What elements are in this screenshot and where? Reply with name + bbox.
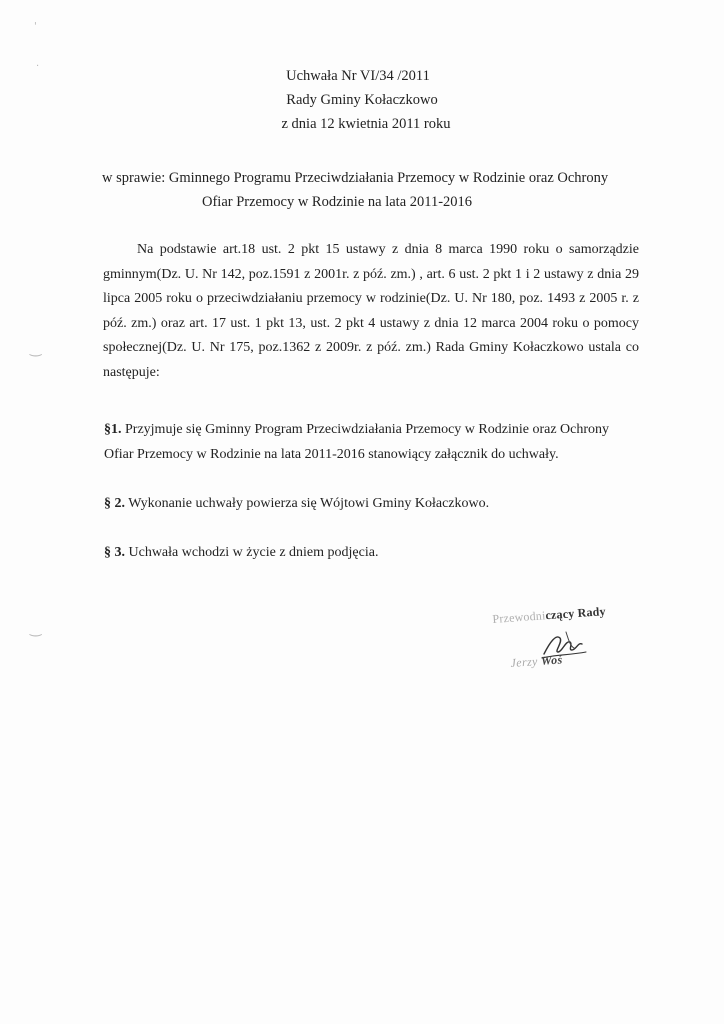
punch-hole-mark: ‿ <box>30 621 42 637</box>
section-text: Uchwała wchodzi w życie z dniem podjęcia. <box>125 545 379 560</box>
subject-line-2: Ofiar Przemocy w Rodzinie na lata 2011-2016 <box>202 194 473 210</box>
scan-artifact-mark: ' <box>34 21 37 32</box>
signatory-last-name: Woś <box>537 652 564 669</box>
resolution-header <box>0 61 724 136</box>
signatory-title <box>492 604 606 627</box>
legal-basis-paragraph: Na podstawie art.18 ust. 2 pkt 15 ustawy z dnia 8 marca 1990 roku o samorządzie gminnym(Dz. U. Nr 142, poz.1591 z 2001r. z póź. zm.) , art. 6 ust. 2 pkt 1 i 2 ustawy z dnia 29 lipca 2005 roku o przeciwdziałaniu przemocy w rodzinie(Dz. U. Nr 180, poz. 1493 z 2005 r. z póź. zm.) oraz art. 17 ust. 1 pkt 13, ust. 2 pkt 4 ustawy z dnia 12 marca 2004 roku o pomocy społecznej(Dz. U. Nr 175, poz.1362 z 2009r. z póź. zm.) Rada Gminy Kołaczkowo ustala co następuje: <box>103 242 639 380</box>
signatory-title-stamp: czący Rady <box>544 604 607 623</box>
resolution-subject <box>102 166 642 214</box>
punch-hole-mark: ‿ <box>30 341 42 357</box>
subject-line-1: w sprawie: Gminnego Programu Przeciwdziałania Przemocy w Rodzinie oraz Ochrony <box>102 170 609 186</box>
section-text: Wykonanie uchwały powierza się Wójtowi Gminy Kołaczkowo. <box>125 496 490 511</box>
section-number: § 2. <box>104 496 125 511</box>
council-name: Rady Gminy Kołaczkowo <box>286 92 438 108</box>
signatory-title-faint: Przewodni <box>492 608 546 626</box>
resolution-number: Uchwała Nr VI/34 /2011 <box>286 68 430 84</box>
section-3 <box>104 541 664 566</box>
section-text: Przyjmuje się Gminny Program Przeciwdziałania Przemocy w Rodzinie oraz Ochrony <box>121 422 610 437</box>
section-number: §1. <box>104 422 122 437</box>
section-1 <box>104 418 664 467</box>
signatory-first-name: Jerzy <box>510 654 539 670</box>
section-text-continued: Ofiar Przemocy w Rodzinie na lata 2011-2016 stanowiący załącznik do uchwały. <box>104 446 559 462</box>
signatory-name <box>510 652 563 671</box>
signature-block <box>492 604 632 672</box>
section-number: § 3. <box>104 545 125 560</box>
resolution-date: z dnia 12 kwietnia 2011 roku <box>281 116 451 132</box>
section-2 <box>104 492 664 517</box>
scan-artifact-mark: · <box>36 61 40 72</box>
